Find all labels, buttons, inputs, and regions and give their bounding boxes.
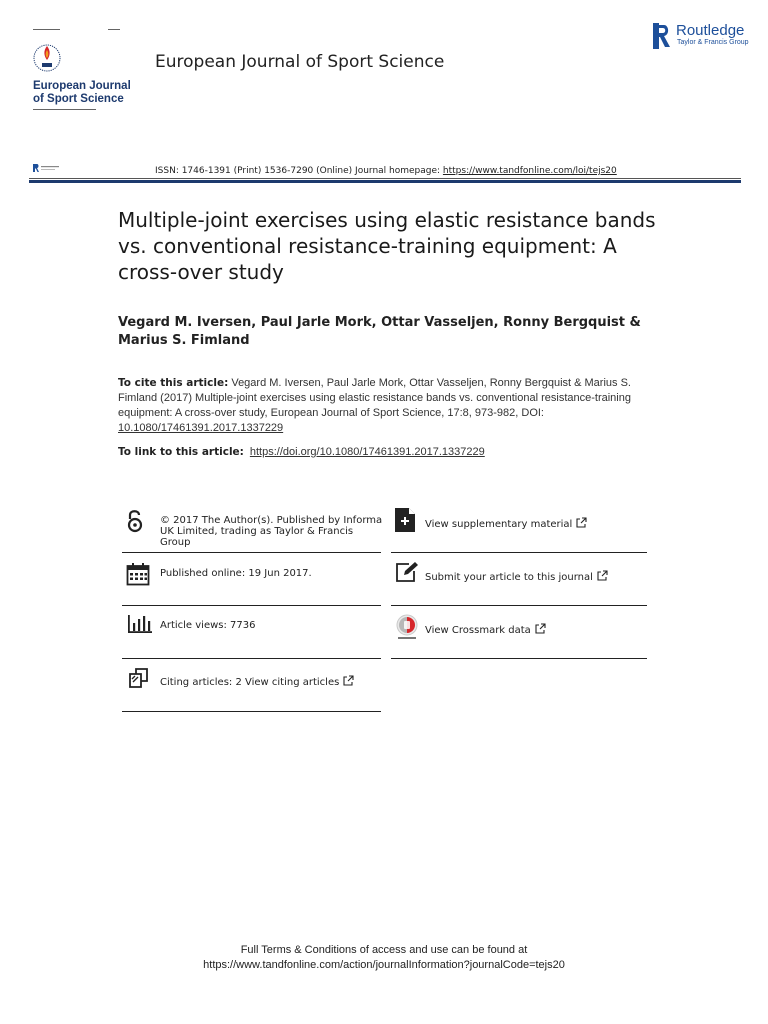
info-divider [122, 552, 381, 553]
supplementary-material-link[interactable]: View supplementary material [425, 519, 573, 530]
ejss-logo-line1: European Journal [33, 80, 131, 92]
info-divider [122, 711, 381, 712]
info-divider [391, 658, 647, 659]
crossmark-icon [396, 614, 418, 642]
ejss-emblem-icon [32, 36, 62, 80]
edit-submit-icon [395, 561, 419, 583]
header-divider-thick [29, 180, 741, 183]
info-divider [391, 605, 647, 606]
citation-doi-link[interactable]: 10.1080/17461391.2017.1337229 [118, 422, 284, 434]
article-views: Article views: 7736 [160, 620, 256, 631]
small-routledge-logo-icon [33, 163, 63, 173]
published-date: Published online: 19 Jun 2017. [160, 568, 312, 579]
external-link-icon [535, 623, 546, 634]
article-link-block [118, 446, 678, 458]
footer-line1: Full Terms & Conditions of access and use can be found at [240, 944, 528, 956]
citing-articles-link[interactable]: Citing articles: 2 View citing articles [160, 677, 340, 688]
routledge-logo-icon [653, 23, 671, 49]
article-doi-link[interactable]: https://doi.org/10.1080/17461391.2017.1337229 [249, 446, 485, 458]
supplementary-row[interactable] [425, 517, 587, 530]
crossmark-link[interactable]: View Crossmark data [425, 625, 531, 636]
article-authors: Vegard M. Iversen, Paul Jarle Mork, Ottar Vasseljen, Ronny Bergquist & Marius S. Fimland [118, 315, 641, 348]
citing-articles-icon [127, 667, 151, 689]
supplementary-file-icon [395, 508, 415, 532]
publisher-subtitle: Taylor & Francis Group [677, 39, 749, 46]
ejss-logo-line2: of Sport Science [33, 93, 124, 105]
license-text: © 2017 The Author(s). Published by Informa UK Limited, trading as Taylor & Francis Group [160, 515, 383, 548]
article-title: Multiple-joint exercises using elastic resistance bands vs. conventional resistance-training equipment: A cross-over study [118, 208, 656, 284]
header-divider [29, 178, 741, 179]
publisher-name: Routledge [676, 22, 745, 39]
bar-chart-icon [127, 614, 153, 634]
footer-terms [0, 943, 768, 973]
external-link-icon [343, 675, 354, 686]
info-divider [122, 605, 381, 606]
external-link-icon [597, 570, 608, 581]
journal-homepage-link[interactable]: https://www.tandfonline.com/loi/tejs20 [442, 166, 617, 176]
journal-title: European Journal of Sport Science [155, 52, 445, 72]
ejss-logo-subtext: ▬▬▬▬▬▬▬▬▬▬▬▬▬▬▬▬▬▬▬▬▬ [33, 107, 96, 111]
footer-terms-link[interactable]: https://www.tandfonline.com/action/journalInformation?journalCode=tejs20 [203, 959, 565, 971]
tiny-issue-text: ▬▬▬▬▬▬▬▬▬ [33, 27, 60, 31]
calendar-icon [126, 562, 150, 586]
submit-row[interactable] [425, 570, 608, 583]
citation-text: Vegard M. Iversen, Paul Jarle Mork, Ottar Vasseljen, Ronny Bergquist & Marius S. Fimland (2017) Multiple-joint exercises using elastic resistance bands vs. conventional resistance-training equipment: A cross-over study, European Journal of Sport Science, 17:8, 973-982, DOI: [118, 377, 631, 419]
crossmark-row[interactable] [425, 623, 546, 636]
submit-article-link[interactable]: Submit your article to this journal [425, 572, 593, 583]
ejss-logo-text [33, 80, 131, 106]
citation-label: To cite this article: [118, 377, 229, 389]
citing-articles-row[interactable] [160, 675, 354, 688]
citation-block [118, 376, 648, 436]
info-divider [391, 552, 647, 553]
link-label: To link to this article: [118, 446, 244, 458]
open-access-icon [127, 509, 143, 533]
external-link-icon [576, 517, 587, 528]
tiny-issn-text: ▬▬▬▬ [108, 27, 120, 31]
info-divider [122, 658, 381, 659]
issn-text: ISSN: 1746-1391 (Print) 1536-7290 (Online) Journal homepage: [155, 166, 443, 176]
issn-line [155, 166, 617, 176]
